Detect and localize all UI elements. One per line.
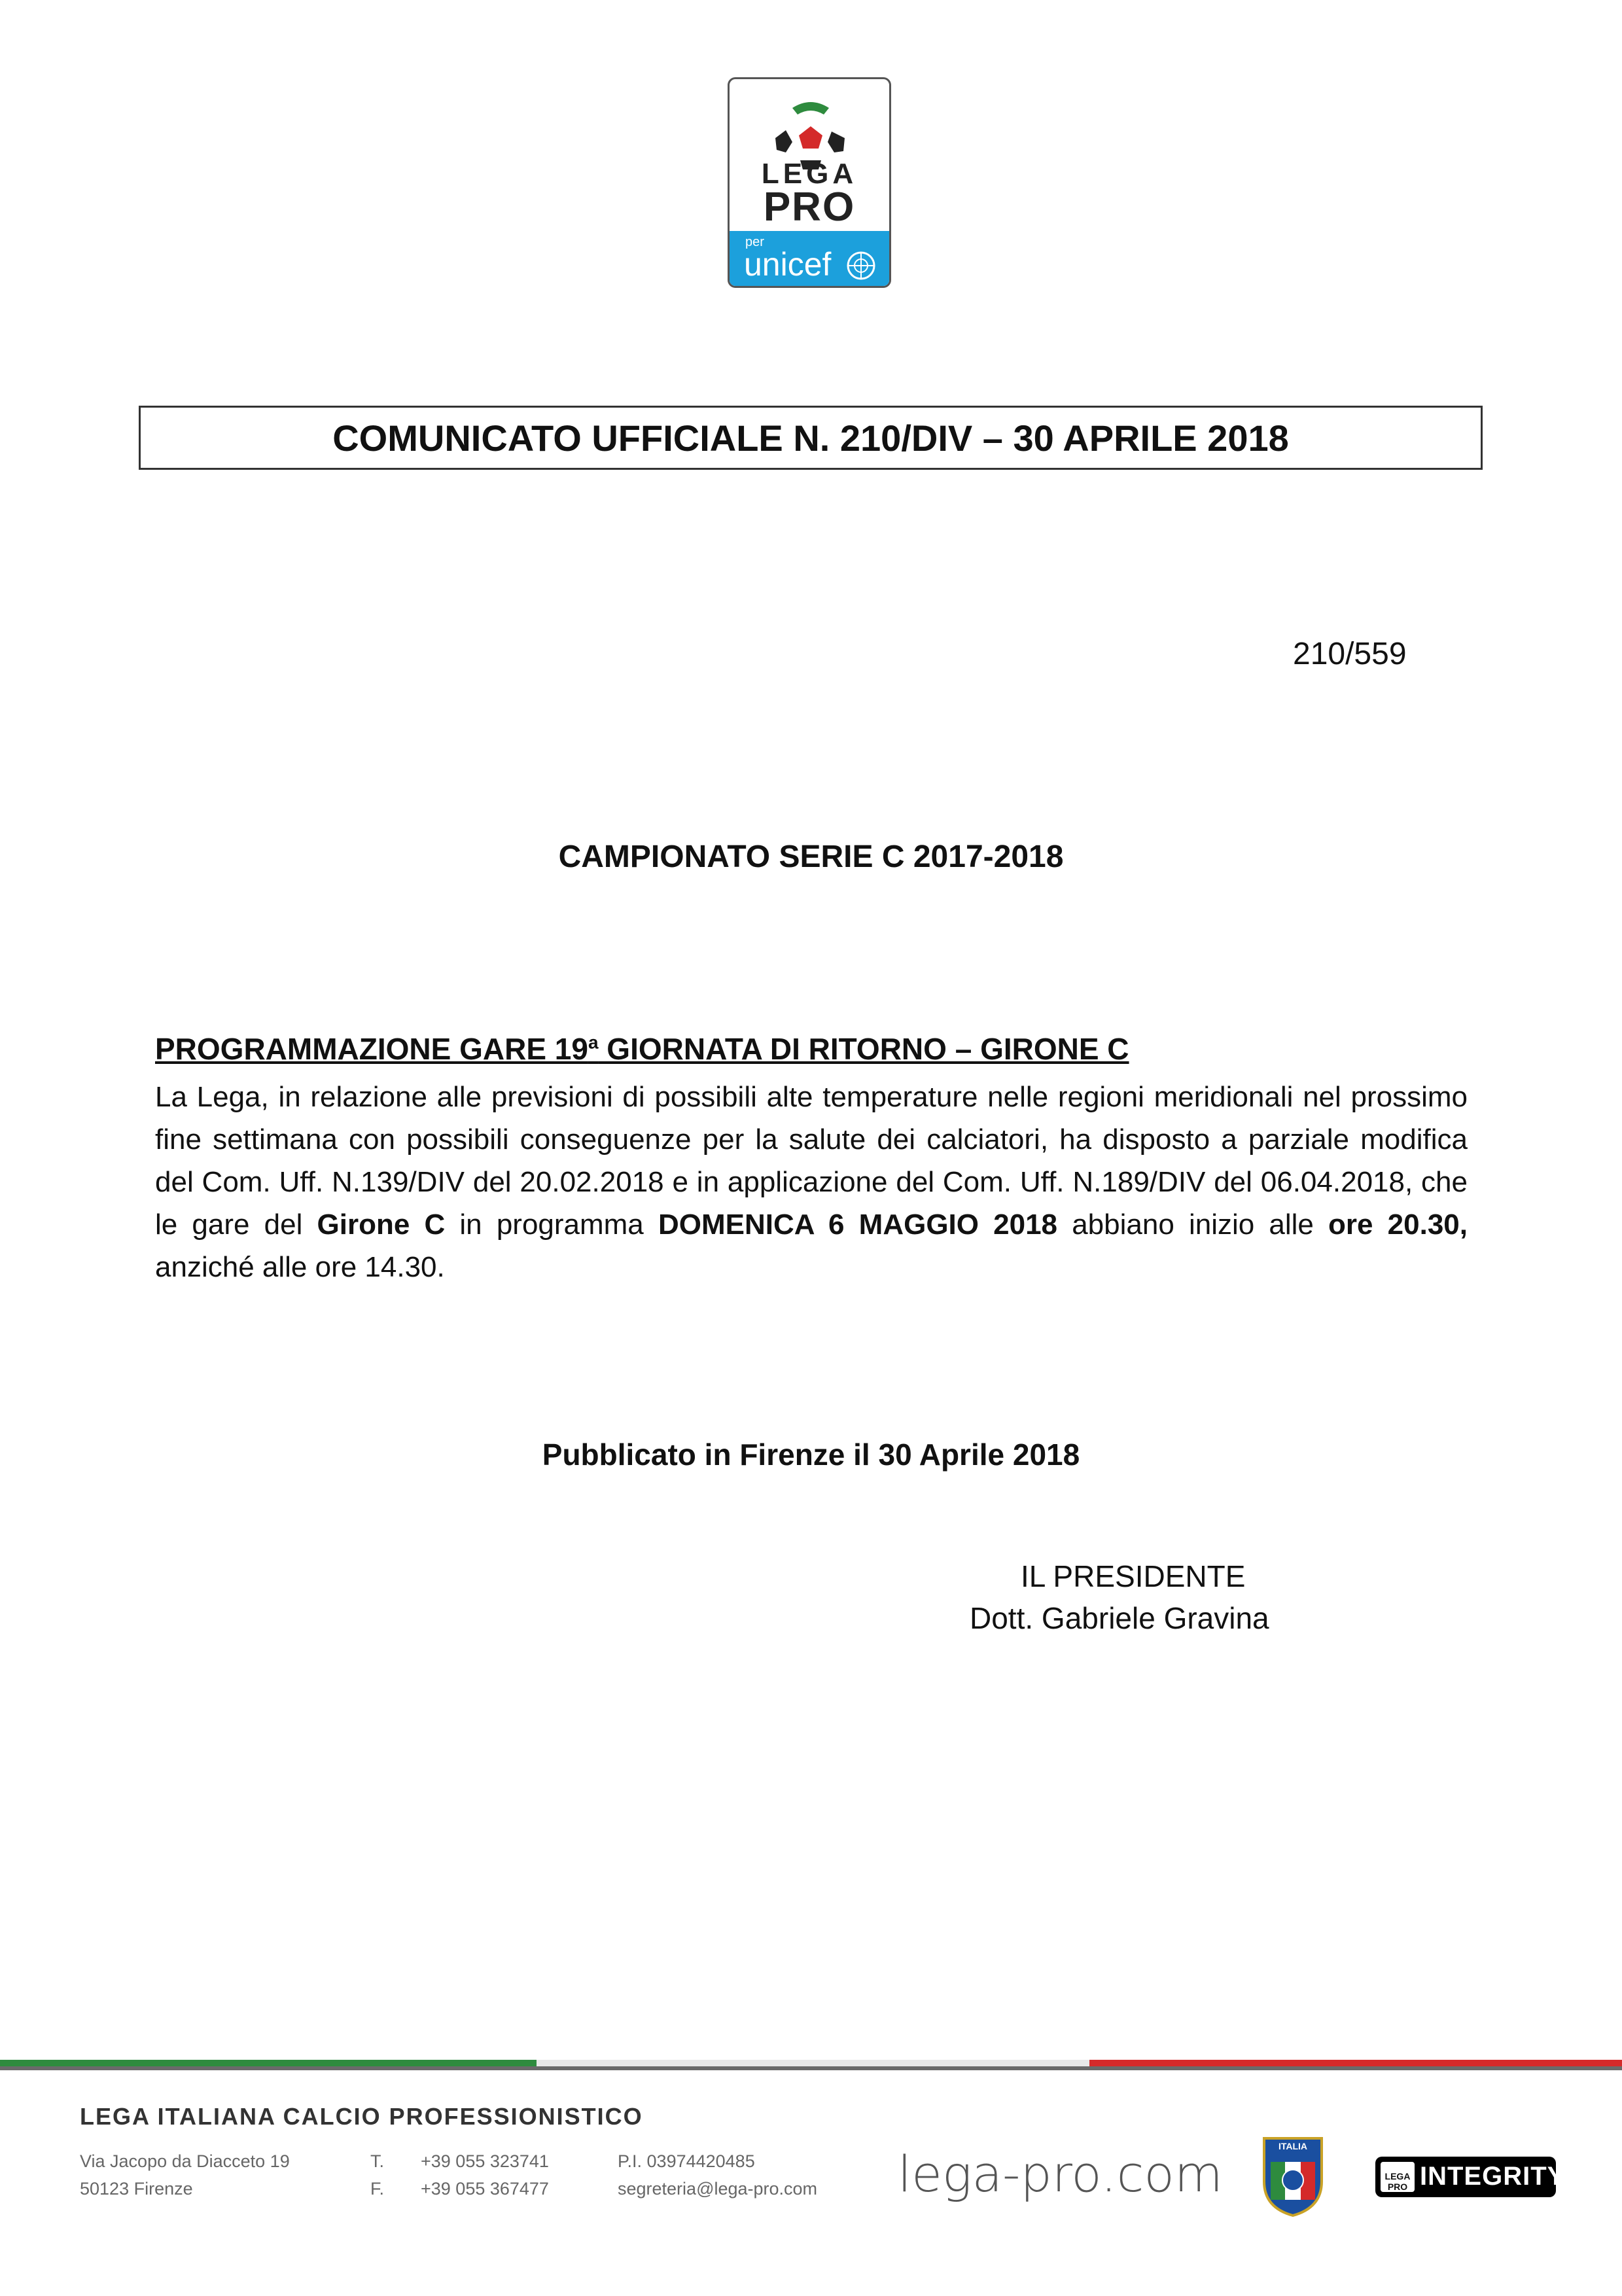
integrity-word: INTEGRITY	[1420, 2162, 1566, 2191]
unicef-emblem-icon	[846, 251, 876, 281]
italia-label: ITALIA	[1278, 2141, 1308, 2151]
footer-stripe	[0, 2060, 1622, 2070]
figc-shield-logo	[1261, 2136, 1324, 2218]
footer-tel: +39 055 323741	[421, 2151, 549, 2171]
footer-organization: LEGA ITALIANA CALCIO PROFESSIONISTICO	[80, 2103, 643, 2130]
stripe-green	[0, 2060, 537, 2066]
footer-address-line2: 50123 Firenze	[80, 2179, 193, 2199]
document-title: COMUNICATO UFFICIALE N. 210/DIV – 30 APRILE 2018	[332, 417, 1289, 459]
subheading-text: PROGRAMMAZIONE GARE 19	[155, 1032, 588, 1066]
integrity-mini-logo	[1381, 2162, 1415, 2192]
unicef-banner	[730, 231, 889, 288]
footer-address-line1: Via Jacopo da Diacceto 19	[80, 2151, 290, 2171]
stripe-red	[1089, 2060, 1622, 2066]
signatory-role: IL PRESIDENTE	[1021, 1559, 1246, 1593]
section-subheading	[155, 1031, 1129, 1067]
signatory-name: Dott. Gabriele Gravina	[970, 1601, 1269, 1635]
body-bold-girone: Girone C	[317, 1209, 446, 1241]
publication-line: Pubblicato in Firenze il 30 Aprile 2018	[542, 1438, 1080, 1472]
footer-fax-label: F.	[370, 2179, 385, 2199]
lega-pro-unicef-logo	[728, 77, 891, 288]
title-box	[139, 406, 1483, 470]
subheading-text-rest: GIORNATA DI RITORNO – GIRONE C	[598, 1032, 1129, 1066]
body-text: La Lega, in relazione alle previsioni di possibili alte temperature nelle regioni meridionali nel prossimo fine settimana con possibili conseguenze per la salute dei calciatori, ha disposto a parziale modifica del Com. Uff. N.139/DIV del 20.02.2018 e in applicazione del Com. Uff. N.189/DIV del 06.04.2018, che le gare del	[155, 1081, 1468, 1241]
logo-lega-text: LEGA	[761, 158, 858, 190]
integrity-mini-text: LEGA PRO	[1384, 2171, 1411, 2192]
reference-number: 210/559	[1293, 637, 1407, 671]
body-text: in programma	[445, 1209, 658, 1241]
logo-per-text: per	[745, 235, 764, 249]
footer-fax: +39 055 367477	[421, 2179, 549, 2199]
logo-pro-text: PRO	[763, 185, 856, 230]
footer-vat: P.I. 03974420485	[618, 2151, 755, 2171]
stripe-grey	[0, 2066, 1622, 2070]
logo-unicef-text: unicef	[744, 246, 832, 283]
body-text: anziché alle ore 14.30.	[155, 1251, 445, 1283]
footer-tel-label: T.	[370, 2151, 385, 2171]
footer-email[interactable]: segreteria@lega-pro.com	[618, 2179, 818, 2199]
body-bold-date: DOMENICA 6 MAGGIO 2018	[658, 1209, 1058, 1241]
section-heading: CAMPIONATO SERIE C 2017-2018	[558, 839, 1064, 874]
body-paragraph	[155, 1076, 1468, 1288]
integrity-badge	[1375, 2157, 1566, 2197]
footer-website[interactable]: lega-pro.com	[898, 2145, 1223, 2203]
subheading-superscript: a	[588, 1032, 599, 1053]
body-bold-time: ore 20.30,	[1328, 1209, 1468, 1241]
stripe-white	[537, 2060, 1089, 2066]
body-text: abbiano inizio alle	[1057, 1209, 1329, 1241]
